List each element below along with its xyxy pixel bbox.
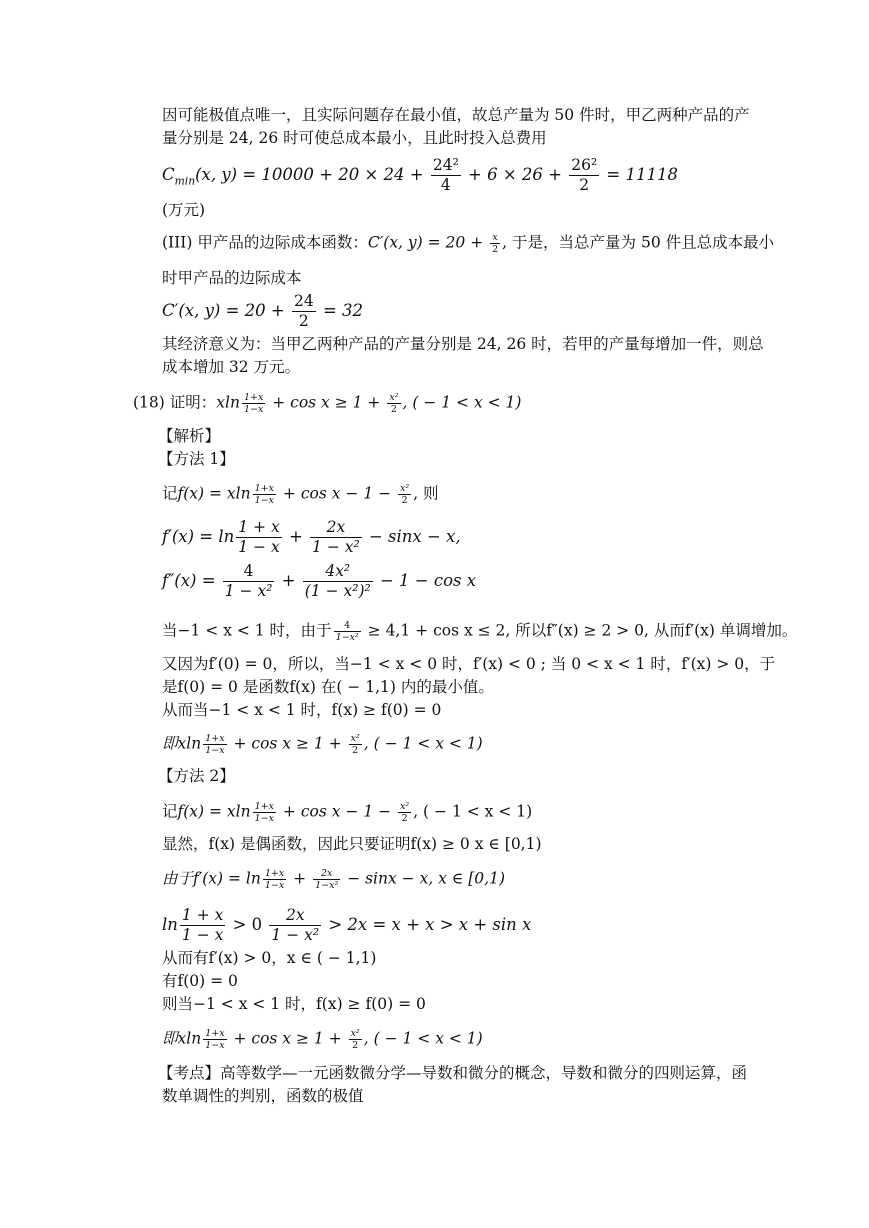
text-line: 又因为f′(0) = 0，所以，当−1 < x < 0 时，f′(x) < 0 ; 当 0 < x < 1 时，f′(x) > 0，于 (162, 655, 776, 673)
text-line: 因可能极值点唯一，且实际问题存在最小值，故总产量为 50 件时，甲乙两种产品的产 (162, 106, 750, 124)
inequality-line: ln $\frac{1 + x}{1 - x}$ > 0 $\frac{2x}{\text{1 − x²}}$ > 2x = x + x > x + sin x (162, 906, 532, 944)
text-line: 时甲产品的边际成本 (162, 269, 302, 287)
marginal-cost-equation: C′(x, y) = 20 + $\frac{24}{2}$ = 32 (162, 292, 364, 330)
kaodian-line: 数单调性的判别，函数的极值 (162, 1087, 364, 1105)
f-definition: 记f(x) = xln $\frac{1+x}{1-x}$ + cos x − 1 − $\frac{\text{x²}}{2}$ , ( − 1 < x < 1) (162, 801, 533, 824)
section-label: 【解析】 (158, 427, 221, 445)
text-line: 则当−1 < x < 1 时，f(x) ≥ f(0) = 0 (162, 995, 426, 1013)
text-line: 有f(0) = 0 (162, 972, 238, 990)
problem-18-statement: (18) 证明：xln $\frac{1+x}{1-x}$ + cos x ≥ 1 + $\frac{\text{x²}}{2}$ , ( − 1 < x < 1) (133, 392, 522, 415)
kaodian-line: 【考点】高等数学—一元函数微分学—导数和微分的概念，导数和微分的四则运算，函 (158, 1064, 748, 1082)
text-line: 是f(0) = 0 是函数f(x) 在( − 1,1) 内的最小值。 (162, 678, 494, 696)
text-line: 从而当−1 < x < 1 时，f(x) ≥ f(0) = 0 (162, 701, 442, 719)
first-derivative: f′(x) = ln $\frac{1 + x}{1 - x}$ + $\frac{2x}{\text{1 − x²}}$ − sinx − x, (162, 518, 461, 556)
section-label: 【方法 2】 (158, 767, 235, 785)
text-line: 当−1 < x < 1 时，由于 $\frac{4}{\text{1−x²}}$ ≥ 4,1 + cos x ≤ 2, 所以f″(x) ≥ 2 > 0, 从而f′(x) 单调增加。 (162, 620, 798, 643)
conclusion-line: 即xln $\frac{1+x}{1-x}$ + cos x ≥ 1 + $\frac{\text{x²}}{2}$ , ( − 1 < x < 1) (162, 1028, 483, 1051)
unit-label: (万元) (162, 201, 206, 219)
f-definition: 记f(x) = xln $\frac{1+x}{1-x}$ + cos x − 1 − $\frac{\text{x²}}{2}$ , 则 (162, 483, 439, 506)
part-iii-line: (III) 甲产品的边际成本函数：C′(x, y) = 20 + $\frac{x}{2}$ , 于是，当总产量为 50 件且总成本最小 (162, 232, 775, 255)
cmin-equation: $C_{min}(x$, y) = 10000 + 20 × 24 + $\frac{\text{24²}}{4}$ + 6 × 26 + $\frac{\text{26²}}{2}$ = 11118 (162, 156, 678, 194)
section-label: 【方法 1】 (158, 450, 235, 468)
text-line: 量分别是 24, 26 时可使总成本最小，且此时投入总费用 (162, 129, 547, 147)
text-line: 显然，f(x) 是偶函数，因此只要证明f(x) ≥ 0 x ∈ [0,1) (162, 835, 542, 853)
text-line: 其经济意义为：当甲乙两种产品的产量分别是 24, 26 时，若甲的产量每增加一件，则总 (162, 335, 764, 353)
derivative-line: 由于f′(x) = ln $\frac{1+x}{1-x}$ + $\frac{2x}{\text{1−x²}}$ − sinx − x, x ∈ [0,1) (162, 868, 505, 891)
conclusion-line: 即xln $\frac{1+x}{1-x}$ + cos x ≥ 1 + $\frac{\text{x²}}{2}$ , ( − 1 < x < 1) (162, 733, 483, 756)
second-derivative: f″(x) = $\frac{4}{\text{1 − x²}}$ + $\frac{\text{4x²}}{\text{(1 − x²)²}}$ − 1 − cos x (162, 562, 477, 600)
text-line: 从而有f′(x) > 0，x ∈ ( − 1,1) (162, 949, 377, 967)
text-line: 成本增加 32 万元。 (162, 358, 301, 376)
